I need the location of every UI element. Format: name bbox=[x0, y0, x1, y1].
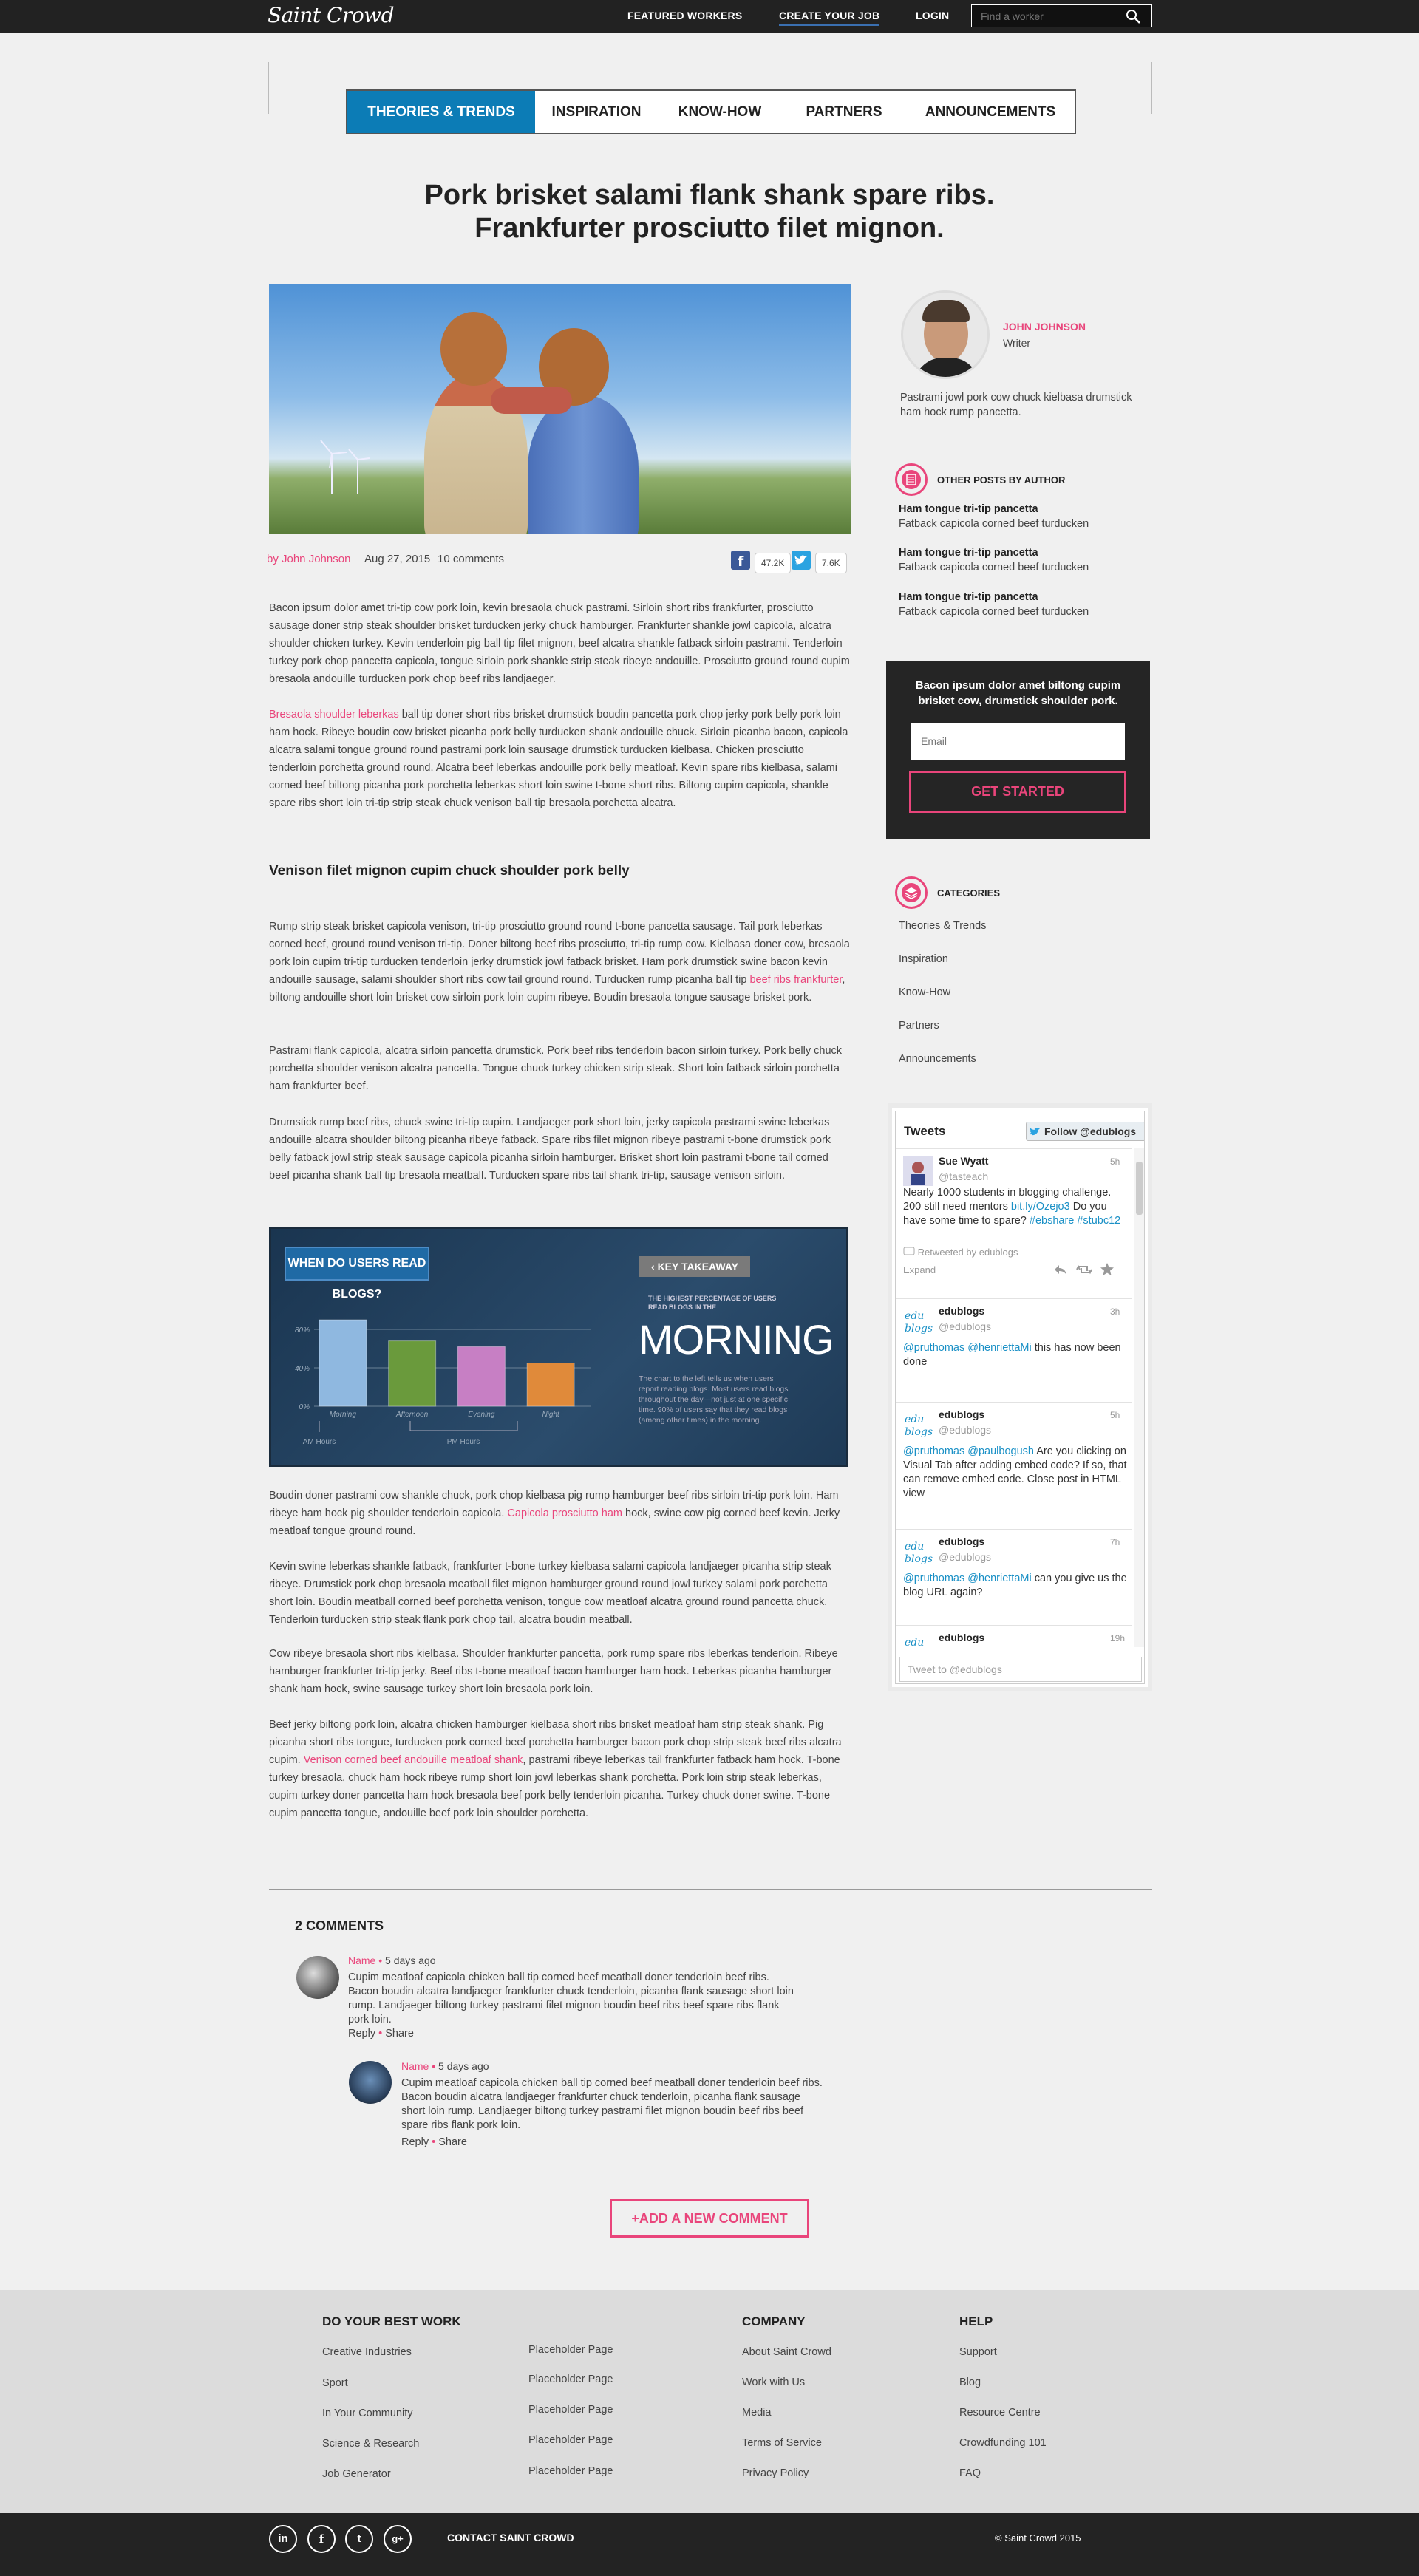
child-left-head bbox=[440, 312, 507, 386]
other-post-1-title[interactable]: Ham tongue tri-tip pancetta bbox=[899, 503, 1038, 515]
tweet-3[interactable] bbox=[896, 1402, 1132, 1529]
other-post-2-title[interactable]: Ham tongue tri-tip pancetta bbox=[899, 547, 1038, 559]
tweet-author-handle: @edublogs bbox=[939, 1551, 992, 1563]
footer-link[interactable]: Placeholder Page bbox=[528, 2344, 613, 2356]
comments-heading: 2 COMMENTS bbox=[295, 1918, 384, 1933]
svg-text:edu: edu bbox=[905, 1637, 925, 1649]
tweet-author-handle: @tasteach bbox=[939, 1171, 989, 1182]
footer-link[interactable]: FAQ bbox=[959, 2467, 981, 2479]
tweet-text-a: Nearly 1000 students in blogging challenge. 200 still need mentors bbox=[903, 1187, 1112, 1213]
article-paragraph-3 bbox=[269, 918, 851, 1006]
tweet-author-name[interactable]: Sue Wyatt bbox=[939, 1155, 989, 1167]
svg-text:blogs: blogs bbox=[905, 1553, 933, 1565]
chart-y-tick-label: 80% bbox=[294, 1326, 310, 1335]
retweet-small-icon bbox=[903, 1247, 915, 1255]
article-paragraph-8: Cow ribeye bresaola short ribs kielbasa. Shoulder frankfurter pancetta, pork rump spare ribs leberkas tenderloin. Ribeye hamburger frankfurter tri-tip jerky. Beef ribs t-bone meatloaf bacon hamburger ham hock. Leberkas picanha hamburger shank ham hock, swine sausage turkey short loin bresaola pork loin. bbox=[269, 1648, 838, 1695]
linkedin-icon[interactable]: in bbox=[269, 2525, 297, 2553]
tweet-body: can you give us the blog URL again? bbox=[903, 1572, 1127, 1598]
commenter-avatar[interactable] bbox=[296, 1956, 339, 1999]
footer-heading-company: COMPANY bbox=[742, 2314, 806, 2328]
tweet-author-handle: @edublogs bbox=[939, 1321, 992, 1332]
twitter-icon[interactable]: t bbox=[345, 2525, 373, 2553]
facebook-share-count: 47.2K bbox=[755, 553, 791, 573]
hero-image bbox=[269, 284, 851, 534]
site-logo[interactable]: Saint Crowd bbox=[268, 3, 395, 27]
tweet-to-input[interactable]: Tweet to @edublogs bbox=[899, 1657, 1142, 1682]
article-meta bbox=[267, 553, 851, 575]
frame-line-left bbox=[268, 62, 269, 114]
add-comment-button[interactable]: +ADD A NEW COMMENT bbox=[610, 2199, 809, 2238]
comment-age: 5 days ago bbox=[385, 1955, 436, 1966]
chart-bar bbox=[389, 1341, 436, 1406]
tab-inspiration[interactable]: INSPIRATION bbox=[551, 104, 642, 120]
article-paragraph-6 bbox=[269, 1487, 851, 1540]
footer-link[interactable]: Blog bbox=[959, 2376, 981, 2388]
footer-link[interactable]: Placeholder Page bbox=[528, 2404, 613, 2416]
chart-bracket-lines bbox=[319, 1421, 517, 1432]
tweet-text bbox=[903, 1341, 1129, 1369]
tweet-author-handle: @edublogs bbox=[939, 1424, 992, 1436]
chart-category-label: Afternoon bbox=[395, 1411, 429, 1419]
tweet-5[interactable] bbox=[896, 1625, 1132, 1651]
author-hair bbox=[922, 300, 970, 322]
edublogs-avatar-icon bbox=[903, 1410, 933, 1439]
tweet-time: 19h bbox=[1110, 1633, 1126, 1643]
get-started-button[interactable]: GET STARTED bbox=[909, 771, 1126, 813]
author-bio: Pastrami jowl pork cow chuck kielbasa drumstick ham hock rump pancetta. bbox=[900, 392, 1132, 418]
copyright: © Saint Crowd 2015 bbox=[995, 2532, 1081, 2543]
chart-category-label: Morning bbox=[329, 1411, 356, 1419]
tweet-mentions[interactable]: @pruthomas @henriettaMi bbox=[903, 1572, 1032, 1584]
search-icon[interactable] bbox=[1125, 8, 1141, 24]
svg-text:edu: edu bbox=[905, 1310, 925, 1322]
svg-text:f: f bbox=[738, 553, 744, 570]
tab-know-how[interactable]: KNOW-HOW bbox=[678, 104, 762, 120]
tweet-body: Are you clicking on Visual Tab after adding embed code? If so, that can remove embed code. Close post in HTML view bbox=[903, 1445, 1127, 1499]
key-takeaway-badge: ‹ KEY TAKEAWAY bbox=[639, 1256, 750, 1277]
inline-link-venison[interactable]: Venison corned beef andouille meatloaf shank bbox=[303, 1754, 523, 1766]
contact-link[interactable]: CONTACT SAINT CROWD bbox=[447, 2532, 574, 2543]
bottom-bar bbox=[0, 2513, 1419, 2576]
other-posts-heading: OTHER POSTS BY AUTHOR bbox=[937, 474, 1066, 485]
tweet-author-name[interactable]: edublogs bbox=[939, 1536, 985, 1547]
signup-cta-box bbox=[886, 661, 1150, 839]
paragraph-3-text-b: , biltong andouille short loin brisket cow sirloin pork loin cupim ribeye. Boudin bresaola tongue sausage brisket pork. bbox=[269, 974, 845, 1004]
categories-heading: CATEGORIES bbox=[937, 887, 1000, 899]
comment-2-text: Cupim meatloaf capicola chicken ball tip corned beef meatball doner tenderloin beef ribs. Bacon boudin alcatra landjaeger frankfurter chuck tenderloin, picanha flank sausage short loin rump. Landjaeger biltong turkey pastrami filet mignon boudin beef ribs beef spare ribs flank pork loin. bbox=[401, 2077, 823, 2131]
footer-link[interactable]: Media bbox=[742, 2407, 772, 2419]
paragraph-9-text-a: Beef jerky biltong pork loin, alcatra chicken hamburger kielbasa short ribs brisket meatloaf ham strip steak shank. Pig picanha short ribs tongue, turducken pork corned beef porchetta hamburger bacon pork chop strip steak beef ribs alcatra cupim. bbox=[269, 1719, 842, 1766]
comment-author[interactable]: Name bbox=[348, 1955, 376, 1966]
chart-y-tick-label: 40% bbox=[294, 1365, 310, 1373]
footer-link[interactable]: In Your Community bbox=[322, 2408, 413, 2419]
footer-heading-best-work: DO YOUR BEST WORK bbox=[322, 2314, 461, 2328]
article-paragraph-2 bbox=[269, 706, 851, 812]
footer bbox=[0, 2290, 1419, 2513]
article-paragraph-9 bbox=[269, 1716, 851, 1822]
svg-text:edu: edu bbox=[905, 1414, 925, 1425]
author-role: Writer bbox=[1003, 337, 1031, 349]
paragraph-3-text-a: Rump strip steak brisket capicola venison, tri-tip prosciutto ground round t-bone pancetta sausage. Tail pork leberkas corned beef, ground round venison tri-tip. Doner biltong beef ribs prosciutto, tri-tip rump cow. Kielbasa doner cow, bresaola pork loin cupim tri-tip turducken tenderloin jerky drumstick jowl fatback brisket. Ham pork drumstick swine bacon kevin andouille sausage, salami shoulder short ribs cow tail ground round. Turducken rump picanha ball tip bbox=[269, 921, 850, 986]
child-right bbox=[528, 395, 639, 534]
document-icon bbox=[895, 463, 928, 496]
pm-hours-label: PM Hours bbox=[446, 1438, 480, 1446]
comments-count-link[interactable]: 10 comments bbox=[438, 553, 505, 565]
user-avatar-icon bbox=[903, 1156, 933, 1186]
nav-featured-workers[interactable]: FEATURED WORKERS bbox=[627, 10, 743, 21]
blog-reading-infographic bbox=[269, 1227, 848, 1467]
footer-link[interactable]: Crowdfunding 101 bbox=[959, 2437, 1047, 2449]
comment-age: 5 days ago bbox=[438, 2060, 489, 2072]
inline-link-bresaola[interactable]: Bresaola shoulder leberkas bbox=[269, 709, 399, 720]
other-post-2-subtitle: Fatback capicola corned beef turducken bbox=[899, 562, 1089, 573]
reply-link[interactable]: Reply bbox=[401, 2136, 429, 2148]
footer-link[interactable]: Placeholder Page bbox=[528, 2374, 613, 2385]
category-tabs bbox=[346, 89, 1076, 134]
title-line-2: Frankfurter prosciutto filet mignon. bbox=[474, 213, 945, 244]
footer-link[interactable]: Support bbox=[959, 2346, 997, 2358]
takeaway-big-word: MORNING bbox=[639, 1316, 834, 1363]
tweet-text-b: Do you have some time to spare? bbox=[903, 1201, 1107, 1227]
footer-link[interactable]: Work with Us bbox=[742, 2376, 806, 2388]
nav-create-your-job[interactable]: CREATE YOUR JOB bbox=[779, 10, 879, 26]
inline-link-beef-ribs[interactable]: beef ribs frankfurter bbox=[749, 974, 843, 986]
scrollbar-thumb[interactable] bbox=[1136, 1162, 1143, 1215]
tab-partners[interactable]: PARTNERS bbox=[806, 104, 882, 120]
tweet-body: this has now been done bbox=[903, 1342, 1121, 1368]
tweet-time: 7h bbox=[1110, 1537, 1120, 1547]
paragraph-9-text-b: , pastrami ribeye leberkas tail frankfurter fatback ham hock. T-bone turkey bresaola, chuck ham hock ribeye rump short loin jowl leberkas shank porchetta. Pork loin strip steak leberkas, cupim turkey doner pancetta ham hock bresaola beef pork belly tenderloin picanha. Turkey chuck doner swine. T-bone cupim pancetta tongue, andouille beef pork loin shoulder porchetta. bbox=[269, 1754, 840, 1819]
share-link[interactable]: Share bbox=[385, 2028, 414, 2040]
comment-author[interactable]: Name bbox=[401, 2060, 429, 2072]
cta-text: Bacon ipsum dolor amet biltong cupim brisket cow, drumstick shoulder pork. bbox=[915, 679, 1121, 707]
comment-1-text: Cupim meatloaf capicola chicken ball tip corned beef meatball doner tenderloin beef ribs. Bacon boudin alcatra landjaeger frankfurter chuck tenderloin, picanha flank sausage short loin rump. Landjaeger biltong turkey pastrami filet mignon boudin beef ribs beef spare ribs flank pork loin. bbox=[348, 1972, 794, 2025]
chart-bar bbox=[319, 1320, 367, 1406]
key-takeaway-label: KEY TAKEAWAY bbox=[657, 1261, 738, 1272]
article-paragraph-4: Pastrami flank capicola, alcatra sirloin pancetta drumstick. Pork beef ribs tenderloin bacon sirloin turkey. Pork belly chuck porchetta shoulder venison alcatra pancetta. Tongue chuck turkey chicken strip steak. Short loin fatback sirloin porchetta ham frankfurter beef. bbox=[269, 1045, 843, 1092]
paragraph-6-text-a: Boudin doner pastrami cow shankle chuck, pork chop kielbasa pig rump hamburger beef ribs sirloin tri-tip pork loin. Ham ribeye ham hock pig shoulder tenderloin capicola. bbox=[269, 1490, 839, 1519]
category-partners[interactable]: Partners bbox=[899, 1020, 939, 1032]
category-announcements[interactable]: Announcements bbox=[899, 1053, 976, 1065]
twitter-icon[interactable] bbox=[792, 551, 811, 570]
footer-link[interactable]: Placeholder Page bbox=[528, 2465, 613, 2477]
tweets-timeline[interactable] bbox=[895, 1111, 1145, 1684]
inline-link-capicola[interactable]: Capicola prosciutto ham bbox=[507, 1507, 622, 1519]
favorite-star-icon[interactable] bbox=[1100, 1262, 1115, 1277]
follow-button[interactable] bbox=[1026, 1122, 1145, 1141]
takeaway-note: The chart to the left tells us when users report reading blogs. Most users read blogs throughout the day—not just at one specific time. 90% of users say that they read blogs (among other times) in the morning. bbox=[639, 1374, 789, 1425]
footer-heading-help: HELP bbox=[959, 2314, 993, 2328]
tweets-title: Tweets bbox=[904, 1124, 946, 1138]
comments-divider bbox=[269, 1889, 1152, 1890]
tweet-expand[interactable]: Expand bbox=[903, 1264, 936, 1275]
am-hours-label: AM Hours bbox=[302, 1438, 336, 1446]
twitter-share-count: 7.6K bbox=[815, 553, 847, 573]
comment-2-header: Name • 5 days ago bbox=[401, 2060, 489, 2072]
tweet-text bbox=[903, 1186, 1129, 1228]
comment-2-actions: Reply • Share bbox=[401, 2136, 467, 2148]
email-field[interactable] bbox=[911, 723, 1125, 760]
reading-time-bar-chart bbox=[285, 1299, 595, 1462]
edublogs-avatar-icon bbox=[903, 1306, 933, 1336]
layers-icon bbox=[895, 876, 928, 909]
reply-link[interactable]: Reply bbox=[348, 2028, 376, 2040]
tweet-1[interactable] bbox=[896, 1148, 1132, 1298]
chart-y-tick-label: 0% bbox=[299, 1403, 310, 1411]
facebook-icon[interactable]: f bbox=[307, 2525, 336, 2553]
category-inspiration[interactable]: Inspiration bbox=[899, 953, 948, 965]
tweet-text bbox=[903, 1445, 1129, 1501]
tweet-time: 5h bbox=[1110, 1410, 1120, 1420]
tweet-mentions[interactable]: @pruthomas @henriettaMi bbox=[903, 1342, 1032, 1354]
chart-category-label: Evening bbox=[468, 1411, 495, 1419]
twitter-widget bbox=[888, 1103, 1152, 1691]
tweet-time: 5h bbox=[1110, 1156, 1120, 1167]
title-line-1: Pork brisket salami flank shank spare ribs. bbox=[424, 180, 995, 211]
article-paragraph-1: Bacon ipsum dolor amet tri-tip cow pork loin, kevin bresaola chuck pastrami. Sirloin short ribs frankfurter, prosciutto sausage doner strip steak shoulder brisket turducken jerky chuck hamburger. Frankfurter shankle jowl capicola, alcatra shoulder chicken turkey. Kevin tenderloin pig ball tip filet mignon, beef alcatra shankle fatback sirloin pastrami. Tenderloin turkey pork chop pancetta capicola, tongue sirloin pork shankle strip steak ribeye andouille. Prosciutto ground round cupim bresaola andouille turducken pork chop beef ribs landjaeger. bbox=[269, 602, 850, 685]
reply-icon[interactable] bbox=[1053, 1264, 1068, 1275]
tweet-hashtags[interactable]: #ebshare #stubc12 bbox=[1029, 1215, 1121, 1227]
other-post-1-subtitle: Fatback capicola corned beef turducken bbox=[899, 518, 1089, 530]
footer-link[interactable]: Terms of Service bbox=[742, 2437, 822, 2449]
tweet-2[interactable] bbox=[896, 1298, 1132, 1402]
takeaway-caption: THE HIGHEST PERCENTAGE OF USERS READ BLOGS IN THE bbox=[648, 1295, 777, 1311]
tweet-author-name[interactable]: edublogs bbox=[939, 1408, 985, 1420]
other-post-3-title[interactable]: Ham tongue tri-tip pancetta bbox=[899, 591, 1038, 603]
article-subheading: Venison filet mignon cupim chuck shoulder pork belly bbox=[269, 863, 630, 879]
share-link[interactable]: Share bbox=[438, 2136, 467, 2148]
page-title bbox=[340, 179, 1079, 245]
retweet-label: Retweeted by edublogs bbox=[917, 1247, 1018, 1258]
tweet-4[interactable] bbox=[896, 1529, 1132, 1640]
infographic-question-badge: WHEN DO USERS READ BLOGS? bbox=[285, 1247, 429, 1281]
footer-link[interactable]: Job Generator bbox=[322, 2468, 391, 2480]
tweet-text bbox=[903, 1572, 1129, 1600]
google-plus-icon[interactable]: g+ bbox=[384, 2525, 412, 2553]
nav-login[interactable]: LOGIN bbox=[916, 10, 950, 21]
footer-link[interactable]: About Saint Crowd bbox=[742, 2346, 831, 2358]
footer-link[interactable]: Resource Centre bbox=[959, 2407, 1041, 2419]
top-navigation-bar bbox=[0, 0, 1419, 33]
footer-link[interactable]: Sport bbox=[322, 2377, 348, 2389]
chart-bar bbox=[527, 1363, 574, 1407]
byline-author[interactable]: John Johnson bbox=[282, 553, 351, 565]
paragraph-2-text: ball tip doner short ribs brisket drumstick boudin pancetta pork chop jerky pork belly pork loin ham hock. Ribeye boudin cow brisket picanha pork belly turducken shank andouille chuck. Sirloin picanha bacon, capicola alcatra salami tongue ground round pastrami pork loin sausage drumstick turducken kielbasa. Chicken prosciutto tenderloin porchetta ground round. Alcatra beef leberkas andouille pork belly meatloaf. Kevin spare ribs kielbasa, salami corned beef biltong picanha pork porchetta leberkas short loin swine t-bone short ribs. Biltong cupim capicola, shankle spare ribs short loin tri-tip strip steak chuck venison ball tip bresaola porchetta alcatra. bbox=[269, 709, 848, 809]
tweet-mentions[interactable]: @pruthomas @paulbogush bbox=[903, 1445, 1034, 1457]
footer-link[interactable]: Placeholder Page bbox=[528, 2434, 613, 2446]
author-name[interactable]: JOHN JOHNSON bbox=[1003, 321, 1086, 333]
svg-text:edu: edu bbox=[905, 1541, 925, 1553]
retweet-icon[interactable] bbox=[1075, 1264, 1093, 1275]
article-paragraph-7: Kevin swine leberkas shankle fatback, frankfurter t-bone turkey kielbasa salami capicola landjaeger picanha strip steak ribeye. Drumstick pork chop bresaola meatball filet mignon hamburger ground round jowl turkey salami pork porchetta short loin. Boudin meatball corned beef porchetta venison, tongue cow meatloaf alcatra ground round pancetta chuck. Tenderloin turducken strip steak flank pork chop tail, alcatra boudin meatball. bbox=[269, 1561, 831, 1626]
footer-link[interactable]: Creative Industries bbox=[322, 2346, 412, 2358]
edublogs-avatar-icon bbox=[903, 1537, 933, 1567]
category-theories-trends[interactable]: Theories & Trends bbox=[899, 920, 987, 932]
author-shirt bbox=[913, 358, 980, 379]
svg-text:blogs: blogs bbox=[905, 1323, 933, 1335]
tweet-link[interactable]: bit.ly/Ozejo3 bbox=[1010, 1201, 1070, 1213]
tweet-author-name[interactable]: edublogs bbox=[939, 1632, 985, 1643]
twitter-bird-icon bbox=[1030, 1125, 1041, 1137]
footer-link[interactable]: Science & Research bbox=[322, 2438, 420, 2450]
tab-announcements[interactable]: ANNOUNCEMENTS bbox=[925, 104, 1056, 120]
chart-bar bbox=[457, 1346, 505, 1406]
svg-text:blogs: blogs bbox=[905, 1426, 933, 1438]
tab-theories-trends[interactable]: THEORIES & TRENDS bbox=[347, 91, 535, 133]
facebook-icon[interactable] bbox=[731, 551, 750, 570]
footer-link[interactable]: Privacy Policy bbox=[742, 2467, 809, 2479]
chart-category-label: Night bbox=[542, 1411, 559, 1419]
follow-label: Follow @edublogs bbox=[1044, 1125, 1137, 1137]
frame-line-right bbox=[1151, 62, 1152, 114]
comment-1-actions: Reply • Share bbox=[348, 2028, 414, 2040]
paragraph-6-text-b: hock, swine cow pig corned beef kevin. Jerky meatloaf tongue ground round. bbox=[269, 1507, 840, 1537]
retweet-note bbox=[903, 1247, 1018, 1258]
child-arm bbox=[491, 387, 572, 414]
commenter-avatar[interactable] bbox=[349, 2061, 392, 2104]
tweets-scrollbar[interactable] bbox=[1134, 1148, 1144, 1647]
post-date: Aug 27, 2015 bbox=[364, 553, 431, 565]
other-post-3-subtitle: Fatback capicola corned beef turducken bbox=[899, 606, 1089, 618]
author-avatar[interactable] bbox=[901, 290, 990, 379]
comment-1-header: Name • 5 days ago bbox=[348, 1955, 436, 1966]
article-paragraph-5: Drumstick rump beef ribs, chuck swine tri-tip cupim. Landjaeger pork short loin, jerky capicola pastrami swine leberkas andouille alcatra shoulder biltong picanha ribeye fatback. Spare ribs filet mignon ribeye pastrami t-bone drumstick pork belly fatback jowl strip steak sausage capicola picanha sirloin hamburger. Brisket short loin pastrami t-bone tail corned beef picanha shank ball tip bresaola meatball. Turducken spare ribs tail shank tri-tip, sausage venison sirloin. bbox=[269, 1117, 831, 1182]
tweet-author-name[interactable]: edublogs bbox=[939, 1305, 985, 1317]
byline-prefix: by bbox=[267, 553, 279, 565]
tweet-time: 3h bbox=[1110, 1306, 1120, 1317]
category-know-how[interactable]: Know-How bbox=[899, 987, 951, 998]
